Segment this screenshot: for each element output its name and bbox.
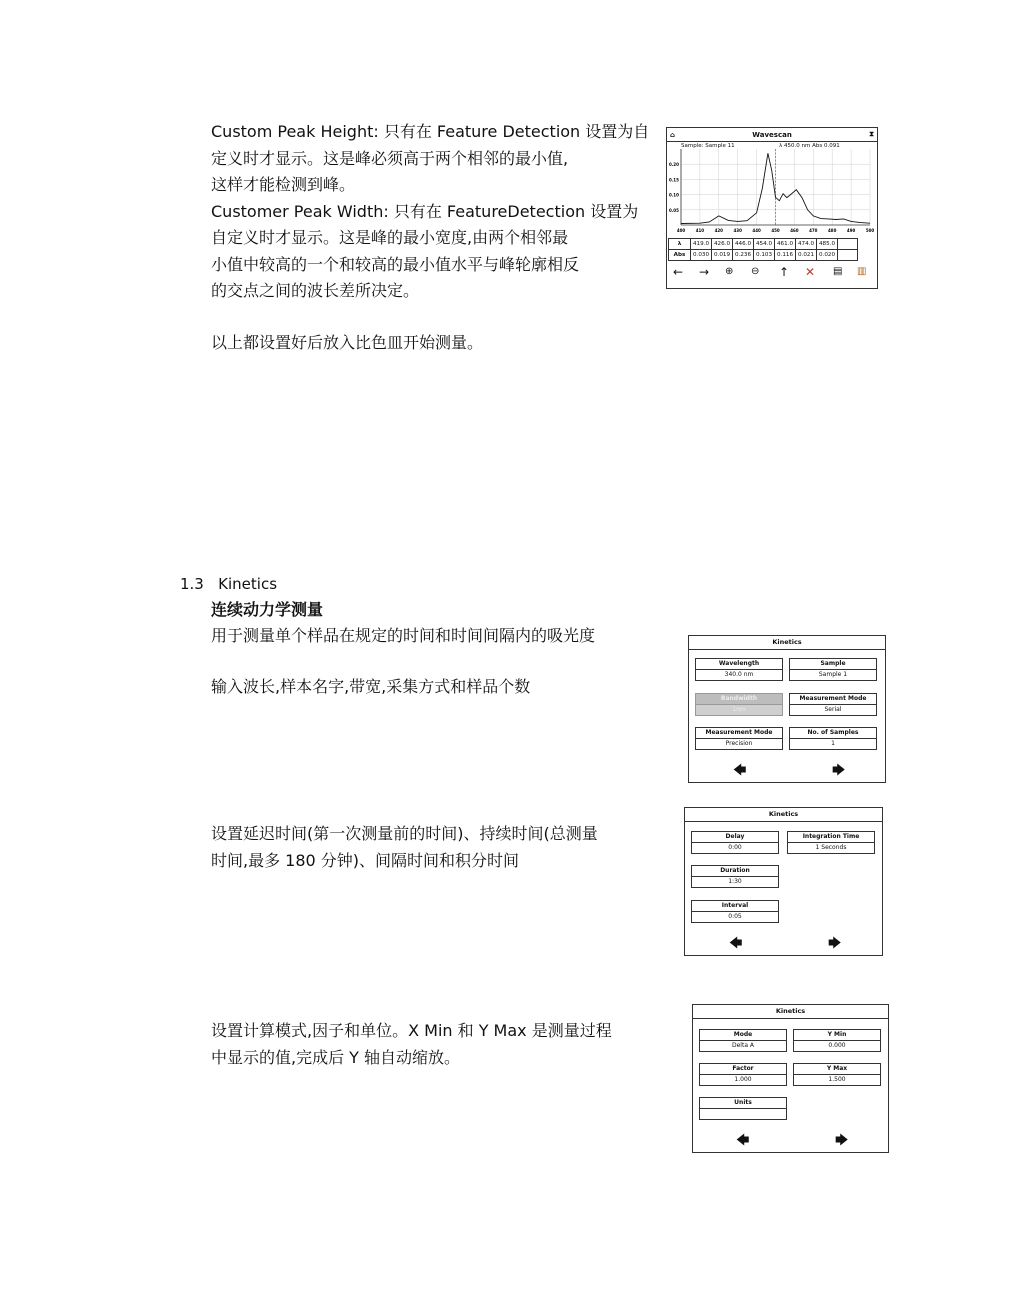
field-label: Bandwidth	[695, 693, 783, 705]
table-header-lambda: λ	[669, 239, 691, 250]
kinetics-desc-4	[211, 1018, 612, 1071]
data-point	[700, 223, 701, 224]
x-tick-label: 430	[733, 228, 742, 233]
kinetics-screen-2	[684, 807, 883, 956]
x-tick-label: 400	[676, 228, 686, 233]
kinetics-subtitle: 连续动力学测量	[211, 600, 324, 619]
data-point	[747, 220, 748, 221]
data-point	[860, 222, 861, 223]
table-cell[interactable]: 0.103	[754, 250, 775, 261]
table-cell[interactable]: 454.0	[754, 239, 775, 250]
start-measurement-note: 以上都设置好后放入比色皿开始测量。	[211, 333, 484, 352]
table-cell[interactable]: 461.0	[775, 239, 796, 250]
field-value[interactable]: 0.000	[793, 1041, 881, 1052]
data-point	[783, 193, 784, 194]
table-cell-empty	[838, 239, 858, 250]
lambda-readout: λ 450.0 nm Abs 0.091	[779, 143, 840, 149]
prev-arrow-icon[interactable]: 🡄	[729, 936, 743, 951]
field-value[interactable]: 1.500	[793, 1075, 881, 1086]
table-cell[interactable]: 485.0	[817, 239, 838, 250]
table-header-abs: Abs	[669, 250, 691, 261]
units-field[interactable]	[699, 1097, 787, 1120]
duration-field[interactable]	[691, 865, 779, 888]
field-label: Mode	[699, 1029, 787, 1041]
field-value[interactable]: 1	[789, 739, 877, 750]
print-icon[interactable]: ▤	[833, 266, 843, 277]
section-title: Kinetics	[218, 575, 278, 593]
table-cell[interactable]: 0.116	[775, 250, 796, 261]
field-value[interactable]: 1.000	[699, 1075, 787, 1086]
field-label: Integration Time	[787, 831, 875, 843]
table-cell[interactable]: 0.030	[691, 250, 712, 261]
field-label: Y Max	[793, 1063, 881, 1075]
data-point	[681, 223, 682, 224]
field-label: No. of Samples	[789, 727, 877, 739]
text-line: 设置延迟时间(第一次测量前的时间)、持续时间(总测量	[211, 824, 598, 843]
text-line: Customer Peak Width: 只有在 FeatureDetection 设置为	[211, 201, 639, 221]
table-cell[interactable]: 0.021	[796, 250, 817, 261]
text-line: 设置计算模式,因子和单位。X Min 和 Y Max 是测量过程	[211, 1021, 612, 1040]
close-icon[interactable]: ✕	[805, 265, 816, 279]
table-cell[interactable]: 0.020	[817, 250, 838, 261]
x-tick-label: 460	[790, 228, 799, 233]
table-row	[669, 239, 858, 250]
data-point	[843, 219, 844, 220]
field-label: Factor	[699, 1063, 787, 1075]
x-tick-label: 490	[846, 228, 856, 233]
integration-time-field[interactable]	[787, 831, 875, 854]
field-value[interactable]: Sample 1	[789, 670, 877, 681]
data-point	[779, 200, 780, 201]
table-cell[interactable]: 474.0	[796, 239, 817, 250]
table-cell[interactable]: 446.0	[733, 239, 754, 250]
text-line: 中显示的值,完成后 Y 轴自动缩放。	[211, 1047, 461, 1067]
data-point	[787, 197, 788, 198]
text-line: Custom Peak Height: 只有在 Feature Detection 设置为自	[211, 122, 650, 141]
table-cell[interactable]: 0.019	[712, 250, 733, 261]
field-value[interactable]: 0:05	[691, 912, 779, 923]
table-cell[interactable]: 419.0	[691, 239, 712, 250]
measurement-mode-precision-field[interactable]	[695, 727, 783, 750]
wavescan-title: Wavescan	[752, 130, 792, 139]
next-arrow-icon[interactable]: 🡆	[832, 763, 846, 778]
zoom-in-icon[interactable]: ⊕	[725, 266, 734, 277]
y-min-field[interactable]	[793, 1029, 881, 1052]
x-tick-label: 420	[714, 228, 723, 233]
field-label: Delay	[691, 831, 779, 843]
data-point	[775, 197, 776, 198]
data-point	[828, 219, 829, 220]
next-arrow-icon[interactable]: 🡆	[828, 936, 842, 951]
data-point	[836, 219, 837, 220]
factor-field[interactable]	[699, 1063, 787, 1086]
data-point	[796, 189, 797, 190]
data-point	[728, 220, 729, 221]
next-arrow-icon[interactable]: 🡆	[835, 1133, 849, 1148]
save-icon[interactable]: ▥	[857, 266, 867, 277]
sample-label: Sample: Sample 11	[681, 143, 735, 149]
table-cell-empty	[838, 250, 858, 261]
kinetics-screen-3	[692, 1004, 889, 1153]
text-line: 定义时才显示。这是峰必须高于两个相邻的最小值,	[211, 148, 569, 168]
x-tick-label: 410	[695, 228, 705, 233]
prev-arrow-icon[interactable]: 🡄	[733, 763, 747, 778]
y-max-field[interactable]	[793, 1063, 881, 1086]
interval-field[interactable]	[691, 900, 779, 923]
data-point	[768, 153, 769, 154]
field-label: Duration	[691, 865, 779, 877]
back-arrow-icon[interactable]: ←	[673, 265, 684, 279]
text-line: 的交点之间的波长差所决定。	[211, 281, 420, 300]
data-point	[813, 216, 814, 217]
measurement-mode-field[interactable]	[789, 693, 877, 716]
data-point	[762, 188, 763, 189]
data-point	[870, 223, 871, 224]
data-point	[737, 221, 738, 222]
number-of-samples-field[interactable]	[789, 727, 877, 750]
x-tick-label: 470	[809, 228, 818, 233]
data-point	[790, 194, 791, 195]
x-tick-label: 500	[865, 228, 875, 233]
x-tick-label: 480	[828, 228, 837, 233]
screen-title: Kinetics	[685, 808, 882, 822]
field-label: Units	[699, 1097, 787, 1109]
field-value[interactable]: 0:00	[691, 843, 779, 854]
field-label: Measurement Mode	[695, 727, 783, 739]
data-point	[771, 170, 772, 171]
field-label: Interval	[691, 900, 779, 912]
table-row	[669, 250, 858, 261]
wavescan-chart[interactable]	[667, 141, 877, 237]
sample-field[interactable]	[789, 658, 877, 681]
home-icon[interactable]: ⌂	[670, 130, 676, 139]
mode-field[interactable]	[699, 1029, 787, 1052]
y-tick-label: 0.15	[669, 177, 679, 183]
delay-field[interactable]	[691, 831, 779, 854]
kinetics-screen-1	[688, 635, 886, 783]
feature-detection-description	[211, 119, 656, 305]
field-value[interactable]: Serial	[789, 705, 877, 716]
field-value[interactable]: 1 Seconds	[787, 843, 875, 854]
wavescan-titlebar	[667, 128, 877, 142]
screen-title: Kinetics	[693, 1005, 888, 1019]
prev-arrow-icon[interactable]: 🡄	[736, 1133, 750, 1148]
field-label: Y Min	[793, 1029, 881, 1041]
hourglass-icon: ⧗	[869, 130, 874, 138]
field-value: 1nm	[695, 705, 783, 716]
y-tick-label: 0.05	[669, 207, 679, 213]
kinetics-desc-2: 输入波长,样本名字,带宽,采集方式和样品个数	[211, 677, 531, 696]
data-point	[709, 222, 710, 223]
section-heading	[180, 575, 277, 593]
section-number: 1.3	[180, 575, 204, 593]
field-value[interactable]: Precision	[695, 739, 783, 750]
x-tick-label: 450	[771, 228, 780, 233]
peak-table	[668, 238, 858, 261]
y-tick-label: 0.20	[669, 162, 679, 168]
up-arrow-icon[interactable]: ↑	[779, 265, 790, 279]
text-line: 时间,最多 180 分钟)、间隔时间和积分时间	[211, 850, 520, 870]
forward-arrow-icon[interactable]: →	[699, 265, 710, 279]
data-point	[821, 218, 822, 219]
data-point	[802, 197, 803, 198]
field-label: Measurement Mode	[789, 693, 877, 705]
kinetics-desc-3	[211, 821, 598, 874]
x-tick-label: 440	[752, 228, 761, 233]
kinetics-desc-1: 用于测量单个样品在规定的时间和时间间隔内的吸光度	[211, 626, 596, 645]
field-value[interactable]: 1:30	[691, 877, 779, 888]
data-point	[756, 213, 757, 214]
field-value[interactable]: 340.0 nm	[695, 670, 783, 681]
data-point	[851, 221, 852, 222]
table-cell[interactable]: 426.0	[712, 239, 733, 250]
screen-title: Kinetics	[689, 636, 885, 650]
wavescan-screen	[666, 127, 878, 289]
field-label: Sample	[789, 658, 877, 670]
field-label: Wavelength	[695, 658, 783, 670]
field-value[interactable]	[699, 1109, 787, 1120]
text-line: 自定义时才显示。这是峰的最小宽度,由两个相邻最	[211, 228, 569, 247]
text-line: 小值中较高的一个和较高的最小值水平与峰轮廓相反	[211, 254, 580, 274]
bandwidth-field	[695, 693, 783, 716]
table-cell[interactable]: 0.236	[733, 250, 754, 261]
field-value[interactable]: Delta A	[699, 1041, 787, 1052]
text-line: 这样才能检测到峰。	[211, 175, 356, 194]
data-point	[807, 210, 808, 211]
zoom-out-icon[interactable]: ⊖	[751, 266, 760, 277]
data-point	[719, 216, 720, 217]
y-tick-label: 0.10	[669, 192, 679, 198]
wavelength-field[interactable]	[695, 658, 783, 681]
